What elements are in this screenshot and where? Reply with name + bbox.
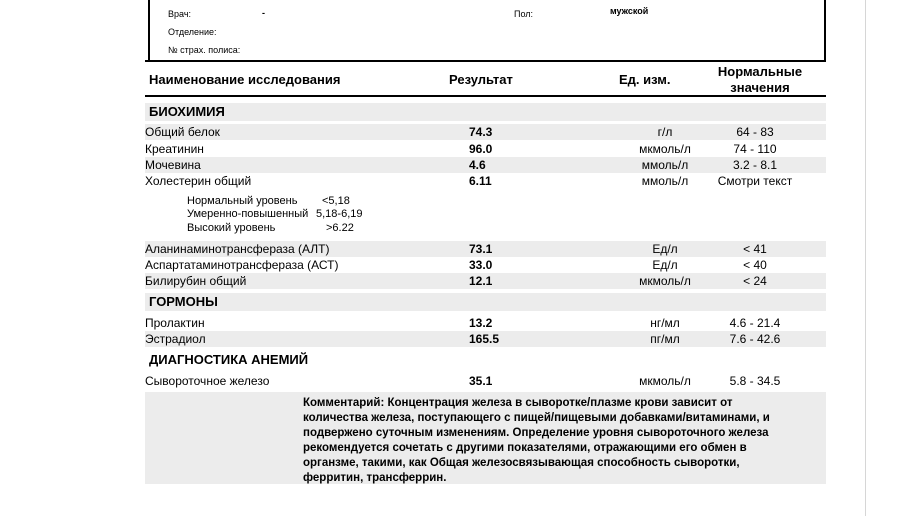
test-name: Сывороточное железо [145, 374, 270, 388]
policy-label: № страх. полиса: [168, 45, 241, 55]
col-result-header: Результат [449, 72, 513, 87]
test-norm: 3.2 - 8.1 [732, 158, 778, 172]
section-anemia [145, 351, 826, 369]
test-name: Аланинаминотрансфераза (АЛТ) [145, 242, 330, 256]
cholesterol-note-label: Нормальный уровень [187, 195, 298, 207]
page-edge [865, 0, 899, 516]
doctor-label: Врач: [168, 9, 192, 19]
cholesterol-note-value: >6.22 [326, 222, 354, 234]
test-result: 73.1 [469, 242, 493, 256]
test-norm: 7.6 - 42.6 [729, 332, 781, 346]
table-row [145, 373, 826, 389]
test-unit: пг/мл [650, 332, 680, 346]
table-row [145, 331, 826, 347]
test-name: Мочевина [145, 158, 201, 172]
test-name: Эстрадиол [145, 332, 206, 346]
test-result: 74.3 [469, 125, 493, 139]
table-row [145, 273, 826, 289]
test-norm: 5.8 - 34.5 [729, 374, 781, 388]
test-result: 6.11 [469, 174, 492, 188]
test-unit: мкмоль/л [639, 142, 691, 156]
sex-value: мужской [610, 6, 649, 16]
col-norm-header-line1: Нормальные [717, 64, 803, 79]
test-name: Креатинин [145, 142, 204, 156]
comment-text: Комментарий: Концентрация железа в сыворотке/плазме крови зависит от количества железа, поступающего с пищей/пищевыми добавками/витаминами, и подвержено суточным изменениям. Определение уровня сывороточного железа рекомендуется сочетать с другими показателями, отражающими его обмен в органзме, такими, как Общая железосвязывающая способность сыворотки, ферритин, трансферрин. [303, 397, 770, 484]
test-unit: Ед/л [652, 242, 678, 256]
section-title: БИОХИМИЯ [149, 104, 225, 119]
test-result: 165.5 [469, 332, 500, 346]
section-biochemistry [145, 103, 826, 121]
section-title: ГОРМОНЫ [149, 294, 218, 309]
col-unit-header: Ед. изм. [619, 72, 671, 87]
patient-info-box [148, 0, 826, 60]
test-norm: < 24 [743, 274, 767, 288]
table-row [145, 124, 826, 140]
test-unit: нг/мл [650, 316, 680, 330]
table-row [145, 157, 826, 173]
test-norm: Смотри текст [717, 174, 793, 188]
test-name: Общий белок [145, 125, 220, 139]
test-result: 4.6 [469, 158, 486, 172]
test-norm: < 41 [743, 242, 767, 256]
test-name: Холестерин общий [145, 174, 252, 188]
test-result: 13.2 [469, 316, 493, 330]
col-name-header: Наименование исследования [149, 72, 341, 87]
section-title: ДИАГНОСТИКА АНЕМИЙ [149, 352, 309, 367]
cholesterol-note-label: Высокий уровень [187, 222, 276, 234]
table-row [145, 141, 826, 157]
cholesterol-note-label: Умеренно-повышенный [187, 208, 309, 220]
test-unit: Ед/л [652, 258, 678, 272]
col-norm-header-line2: значения [730, 80, 790, 95]
test-result: 12.1 [469, 274, 493, 288]
section-hormones [145, 293, 826, 311]
cholesterol-note-value: <5,18 [322, 195, 350, 207]
test-unit: г/л [657, 125, 673, 139]
test-name: Аспартатаминотрансфераза (АСТ) [145, 258, 339, 272]
cholesterol-note-value: 5,18-6,19 [316, 208, 363, 220]
test-norm: 74 - 110 [733, 142, 777, 156]
test-unit: мкмоль/л [639, 374, 691, 388]
test-result: 96.0 [469, 142, 493, 156]
test-unit: ммоль/л [641, 174, 689, 188]
comment-box [145, 392, 826, 484]
sex-label: Пол: [514, 9, 534, 19]
test-result: 35.1 [469, 374, 493, 388]
table-row [145, 315, 826, 331]
test-unit: мкмоль/л [639, 274, 691, 288]
test-name: Билирубин общий [145, 274, 247, 288]
test-norm: < 40 [743, 258, 767, 272]
table-row [145, 257, 826, 273]
doctor-value: - [262, 8, 265, 18]
test-unit: ммоль/л [641, 158, 689, 172]
test-name: Пролактин [145, 316, 205, 330]
test-norm: 64 - 83 [736, 125, 774, 139]
test-result: 33.0 [469, 258, 493, 272]
table-row [145, 173, 826, 189]
table-row [145, 241, 826, 257]
table-header [145, 60, 826, 97]
test-norm: 4.6 - 21.4 [729, 316, 781, 330]
department-label: Отделение: [168, 27, 217, 37]
